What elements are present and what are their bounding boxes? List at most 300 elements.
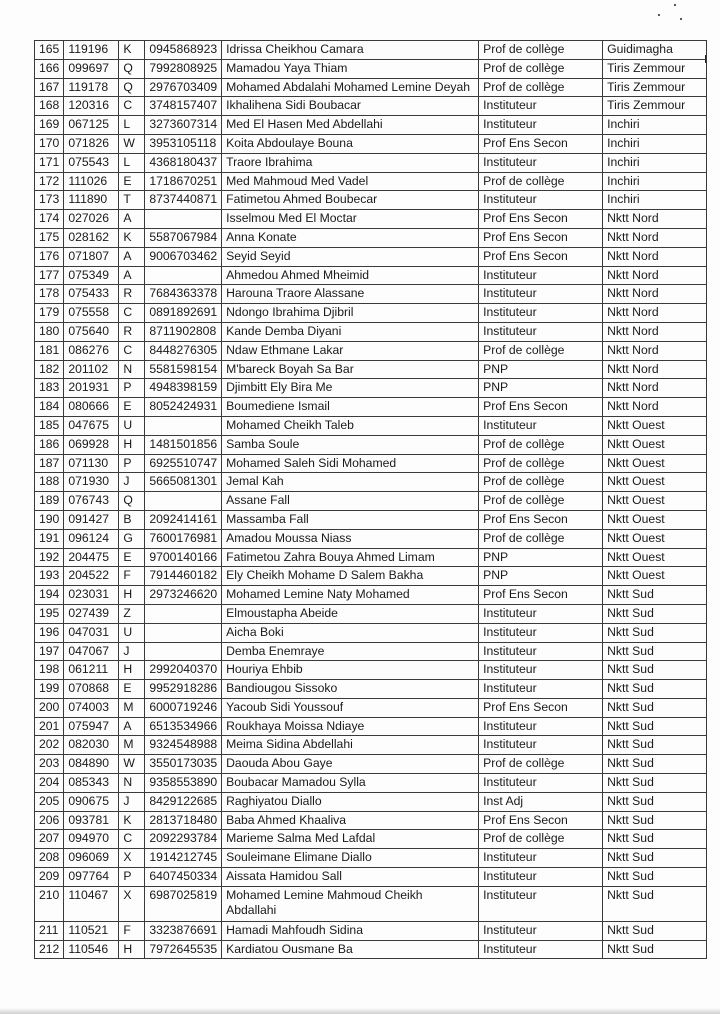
code-letter-cell: E [119, 172, 145, 191]
region-cell: Guidimagha [603, 41, 707, 60]
full-name-cell: Kande Demba Diyani [222, 322, 479, 341]
row-number-cell: 194 [35, 586, 64, 605]
code-letter-cell: K [119, 811, 145, 830]
region-cell: Nktt Sud [603, 680, 707, 699]
nni-cell: 8737440871 [145, 191, 222, 210]
region-cell: Inchiri [603, 116, 707, 135]
nni-cell: 0891892691 [145, 304, 222, 323]
matricule-cell: 201102 [64, 360, 119, 379]
full-name-cell: Mohamed Lemine Naty Mohamed [222, 586, 479, 605]
region-cell: Nktt Nord [603, 322, 707, 341]
matricule-cell: 067125 [64, 116, 119, 135]
region-cell: Nktt Nord [603, 360, 707, 379]
row-number-cell: 196 [35, 623, 64, 642]
code-letter-cell: G [119, 529, 145, 548]
full-name-cell: Ely Cheikh Mohame D Salem Bakha [222, 567, 479, 586]
matricule-cell: 075433 [64, 285, 119, 304]
matricule-cell: 028162 [64, 228, 119, 247]
table-row [35, 379, 707, 398]
nni-cell: 4948398159 [145, 379, 222, 398]
grade-cell: Prof de collège [479, 78, 603, 97]
full-name-cell: Ndongo Ibrahima Djibril [222, 304, 479, 323]
full-name-cell: Harouna Traore Alassane [222, 285, 479, 304]
nni-cell: 2092414161 [145, 510, 222, 529]
scan-speck [674, 4, 676, 6]
matricule-cell: 047031 [64, 623, 119, 642]
nni-cell [145, 642, 222, 661]
matricule-cell: 047067 [64, 642, 119, 661]
row-number-cell: 177 [35, 266, 64, 285]
row-number-cell: 207 [35, 830, 64, 849]
grade-cell: Prof de collège [479, 341, 603, 360]
nni-cell: 9324548988 [145, 736, 222, 755]
nni-cell: 5587067984 [145, 228, 222, 247]
matricule-cell: 071130 [64, 454, 119, 473]
table-row [35, 736, 707, 755]
table-row [35, 473, 707, 492]
matricule-cell: 075558 [64, 304, 119, 323]
nni-cell: 6925510747 [145, 454, 222, 473]
row-number-cell: 193 [35, 567, 64, 586]
full-name-cell: Traore Ibrahima [222, 153, 479, 172]
matricule-cell: 119178 [64, 78, 119, 97]
full-name-cell: Yacoub Sidi Youssouf [222, 698, 479, 717]
full-name-cell: Assane Fall [222, 492, 479, 511]
region-cell: Tiris Zemmour [603, 78, 707, 97]
matricule-cell: 075947 [64, 717, 119, 736]
grade-cell: Instituteur [479, 266, 603, 285]
table-row [35, 755, 707, 774]
region-cell: Inchiri [603, 134, 707, 153]
full-name-cell: Hamadi Mahfoudh Sidina [222, 921, 479, 940]
row-number-cell: 183 [35, 379, 64, 398]
row-number-cell: 178 [35, 285, 64, 304]
grade-cell: Prof Ens Secon [479, 510, 603, 529]
table-row [35, 247, 707, 266]
row-number-cell: 202 [35, 736, 64, 755]
code-letter-cell: F [119, 567, 145, 586]
full-name-cell: Houriya Ehbib [222, 661, 479, 680]
nni-cell: 6407450334 [145, 868, 222, 887]
table-row [35, 642, 707, 661]
region-cell: Nktt Sud [603, 661, 707, 680]
table-row [35, 680, 707, 699]
nni-cell [145, 210, 222, 229]
row-number-cell: 210 [35, 886, 64, 921]
grade-cell: PNP [479, 567, 603, 586]
row-number-cell: 191 [35, 529, 64, 548]
nni-cell: 2973246620 [145, 586, 222, 605]
table-row [35, 921, 707, 940]
grade-cell: Instituteur [479, 97, 603, 116]
full-name-cell: Aicha Boki [222, 623, 479, 642]
region-cell: Tiris Zemmour [603, 97, 707, 116]
full-name-cell: Aissata Hamidou Sall [222, 868, 479, 887]
table-row [35, 868, 707, 887]
table-row [35, 717, 707, 736]
nni-cell: 4368180437 [145, 153, 222, 172]
row-number-cell: 211 [35, 921, 64, 940]
region-cell: Nktt Sud [603, 792, 707, 811]
table-row [35, 454, 707, 473]
region-cell: Nktt Ouest [603, 454, 707, 473]
full-name-cell: Demba Enemraye [222, 642, 479, 661]
region-cell: Nktt Nord [603, 247, 707, 266]
full-name-cell: Med Mahmoud Med Vadel [222, 172, 479, 191]
grade-cell: Instituteur [479, 736, 603, 755]
grade-cell: Prof de collège [479, 492, 603, 511]
matricule-cell: 091427 [64, 510, 119, 529]
region-cell: Nktt Sud [603, 774, 707, 793]
table-row [35, 285, 707, 304]
row-number-cell: 187 [35, 454, 64, 473]
code-letter-cell: K [119, 41, 145, 60]
matricule-cell: 023031 [64, 586, 119, 605]
table-row [35, 398, 707, 417]
row-number-cell: 201 [35, 717, 64, 736]
nni-cell: 1481501856 [145, 435, 222, 454]
table-row [35, 191, 707, 210]
code-letter-cell: Q [119, 78, 145, 97]
row-number-cell: 167 [35, 78, 64, 97]
full-name-cell: Marieme Salma Med Lafdal [222, 830, 479, 849]
code-letter-cell: A [119, 717, 145, 736]
code-letter-cell: K [119, 228, 145, 247]
matricule-cell: 027026 [64, 210, 119, 229]
region-cell: Nktt Sud [603, 604, 707, 623]
table-row [35, 661, 707, 680]
scan-marks [0, 0, 720, 40]
row-number-cell: 170 [35, 134, 64, 153]
table-row [35, 940, 707, 959]
row-number-cell: 180 [35, 322, 64, 341]
full-name-cell: M'bareck Boyah Sa Bar [222, 360, 479, 379]
grade-cell: Instituteur [479, 416, 603, 435]
code-letter-cell: P [119, 868, 145, 887]
code-letter-cell: E [119, 548, 145, 567]
matricule-cell: 080666 [64, 398, 119, 417]
code-letter-cell: A [119, 210, 145, 229]
table-row [35, 416, 707, 435]
grade-cell: Instituteur [479, 717, 603, 736]
nni-cell: 8711902808 [145, 322, 222, 341]
region-cell: Nktt Nord [603, 304, 707, 323]
nni-cell: 2092293784 [145, 830, 222, 849]
region-cell: Nktt Ouest [603, 567, 707, 586]
region-cell: Nktt Nord [603, 285, 707, 304]
code-letter-cell: W [119, 755, 145, 774]
table-row [35, 341, 707, 360]
row-number-cell: 209 [35, 868, 64, 887]
nni-cell: 7684363378 [145, 285, 222, 304]
matricule-cell: 076743 [64, 492, 119, 511]
full-name-cell: Mohamed Abdalahi Mohamed Lemine Deyah [222, 78, 479, 97]
row-number-cell: 171 [35, 153, 64, 172]
nni-cell: 2813718480 [145, 811, 222, 830]
nni-cell: 7914460182 [145, 567, 222, 586]
code-letter-cell: M [119, 736, 145, 755]
table-row [35, 322, 707, 341]
full-name-cell: Fatimetou Ahmed Boubecar [222, 191, 479, 210]
grade-cell: Prof de collège [479, 172, 603, 191]
region-cell: Nktt Nord [603, 379, 707, 398]
code-letter-cell: W [119, 134, 145, 153]
nni-cell: 3748157407 [145, 97, 222, 116]
matricule-cell: 093781 [64, 811, 119, 830]
matricule-cell: 082030 [64, 736, 119, 755]
nni-cell: 7600176981 [145, 529, 222, 548]
grade-cell: Instituteur [479, 304, 603, 323]
row-number-cell: 172 [35, 172, 64, 191]
matricule-cell: 074003 [64, 698, 119, 717]
full-name-cell: Souleimane Elimane Diallo [222, 849, 479, 868]
nni-cell [145, 604, 222, 623]
grade-cell: Instituteur [479, 322, 603, 341]
code-letter-cell: C [119, 341, 145, 360]
grade-cell: Prof de collège [479, 755, 603, 774]
grade-cell: PNP [479, 360, 603, 379]
table-row [35, 116, 707, 135]
nni-cell: 8052424931 [145, 398, 222, 417]
full-name-cell: Seyid Seyid [222, 247, 479, 266]
table-row [35, 266, 707, 285]
scan-speck [658, 14, 660, 16]
row-number-cell: 192 [35, 548, 64, 567]
nni-cell [145, 416, 222, 435]
row-number-cell: 166 [35, 59, 64, 78]
code-letter-cell: Z [119, 604, 145, 623]
row-number-cell: 173 [35, 191, 64, 210]
matricule-cell: 027439 [64, 604, 119, 623]
matricule-cell: 096124 [64, 529, 119, 548]
code-letter-cell: L [119, 153, 145, 172]
grade-cell: Prof de collège [479, 454, 603, 473]
full-name-cell: Elmoustapha Abeide [222, 604, 479, 623]
code-letter-cell: X [119, 886, 145, 921]
matricule-cell: 096069 [64, 849, 119, 868]
grade-cell: PNP [479, 548, 603, 567]
region-cell: Nktt Sud [603, 736, 707, 755]
grade-cell: Instituteur [479, 623, 603, 642]
row-number-cell: 200 [35, 698, 64, 717]
grade-cell: Instituteur [479, 680, 603, 699]
row-number-cell: 174 [35, 210, 64, 229]
full-name-cell: Med El Hasen Med Abdellahi [222, 116, 479, 135]
full-name-cell: Mohamed Lemine Mahmoud Cheikh Abdallahi [222, 886, 479, 921]
region-cell: Nktt Sud [603, 830, 707, 849]
table-row [35, 586, 707, 605]
region-cell: Nktt Sud [603, 642, 707, 661]
region-cell: Nktt Sud [603, 623, 707, 642]
region-cell: Nktt Sud [603, 849, 707, 868]
region-cell: Nktt Sud [603, 868, 707, 887]
nni-cell: 9700140166 [145, 548, 222, 567]
region-cell: Nktt Nord [603, 341, 707, 360]
code-letter-cell: L [119, 116, 145, 135]
code-letter-cell: U [119, 623, 145, 642]
region-cell: Nktt Ouest [603, 548, 707, 567]
matricule-cell: 201931 [64, 379, 119, 398]
grade-cell: Instituteur [479, 191, 603, 210]
region-cell: Inchiri [603, 172, 707, 191]
full-name-cell: Djimbitt Ely Bira Me [222, 379, 479, 398]
region-cell: Tiris Zemmour [603, 59, 707, 78]
grade-cell: Instituteur [479, 868, 603, 887]
matricule-cell: 071807 [64, 247, 119, 266]
nni-cell: 3273607314 [145, 116, 222, 135]
region-cell: Inchiri [603, 191, 707, 210]
row-number-cell: 176 [35, 247, 64, 266]
region-cell: Nktt Sud [603, 940, 707, 959]
nni-cell: 9952918286 [145, 680, 222, 699]
full-name-cell: Meima Sidina Abdellahi [222, 736, 479, 755]
nni-cell: 2992040370 [145, 661, 222, 680]
full-name-cell: Ndaw Ethmane Lakar [222, 341, 479, 360]
row-number-cell: 165 [35, 41, 64, 60]
grade-cell: Prof de collège [479, 435, 603, 454]
grade-cell: Prof de collège [479, 830, 603, 849]
full-name-cell: Baba Ahmed Khaaliva [222, 811, 479, 830]
nni-cell: 5665081301 [145, 473, 222, 492]
table-row [35, 792, 707, 811]
region-cell: Nktt Sud [603, 586, 707, 605]
code-letter-cell: E [119, 398, 145, 417]
grade-cell: Prof Ens Secon [479, 586, 603, 605]
table-row [35, 604, 707, 623]
nni-cell [145, 266, 222, 285]
roster-table [34, 40, 707, 959]
full-name-cell: Mohamed Saleh Sidi Mohamed [222, 454, 479, 473]
grade-cell: Prof Ens Secon [479, 398, 603, 417]
full-name-cell: Bandiougou Sissoko [222, 680, 479, 699]
matricule-cell: 075349 [64, 266, 119, 285]
full-name-cell: Boumediene Ismail [222, 398, 479, 417]
grade-cell: Prof Ens Secon [479, 247, 603, 266]
code-letter-cell: J [119, 642, 145, 661]
code-letter-cell: J [119, 473, 145, 492]
matricule-cell: 111026 [64, 172, 119, 191]
table-row [35, 567, 707, 586]
region-cell: Nktt Sud [603, 886, 707, 921]
code-letter-cell: C [119, 830, 145, 849]
grade-cell: Instituteur [479, 940, 603, 959]
full-name-cell: Roukhaya Moissa Ndiaye [222, 717, 479, 736]
row-number-cell: 186 [35, 435, 64, 454]
row-number-cell: 190 [35, 510, 64, 529]
table-row [35, 510, 707, 529]
row-number-cell: 179 [35, 304, 64, 323]
grade-cell: Prof Ens Secon [479, 134, 603, 153]
grade-cell: Instituteur [479, 153, 603, 172]
code-letter-cell: R [119, 322, 145, 341]
table-row [35, 228, 707, 247]
matricule-cell: 094970 [64, 830, 119, 849]
nni-cell [145, 492, 222, 511]
full-name-cell: Koita Abdoulaye Bouna [222, 134, 479, 153]
code-letter-cell: N [119, 360, 145, 379]
matricule-cell: 071826 [64, 134, 119, 153]
table-row [35, 304, 707, 323]
row-number-cell: 185 [35, 416, 64, 435]
table-row [35, 548, 707, 567]
matricule-cell: 075640 [64, 322, 119, 341]
full-name-cell: Samba Soule [222, 435, 479, 454]
full-name-cell: Fatimetou Zahra Bouya Ahmed Limam [222, 548, 479, 567]
table-row [35, 492, 707, 511]
full-name-cell: Massamba Fall [222, 510, 479, 529]
row-number-cell: 184 [35, 398, 64, 417]
matricule-cell: 119196 [64, 41, 119, 60]
matricule-cell: 099697 [64, 59, 119, 78]
code-letter-cell: R [119, 285, 145, 304]
code-letter-cell: H [119, 661, 145, 680]
matricule-cell: 075543 [64, 153, 119, 172]
matricule-cell: 061211 [64, 661, 119, 680]
region-cell: Nktt Nord [603, 228, 707, 247]
row-number-cell: 212 [35, 940, 64, 959]
nni-cell: 6513534966 [145, 717, 222, 736]
grade-cell: Instituteur [479, 849, 603, 868]
nni-cell: 9006703462 [145, 247, 222, 266]
code-letter-cell: C [119, 304, 145, 323]
full-name-cell: Raghiyatou Diallo [222, 792, 479, 811]
full-name-cell: Ahmedou Ahmed Mheimid [222, 266, 479, 285]
full-name-cell: Anna Konate [222, 228, 479, 247]
row-number-cell: 175 [35, 228, 64, 247]
nni-cell: 7992808925 [145, 59, 222, 78]
nni-cell: 8429122685 [145, 792, 222, 811]
region-cell: Nktt Sud [603, 698, 707, 717]
matricule-cell: 204522 [64, 567, 119, 586]
nni-cell: 3953105118 [145, 134, 222, 153]
matricule-cell: 085343 [64, 774, 119, 793]
matricule-cell: 097764 [64, 868, 119, 887]
region-cell: Nktt Ouest [603, 435, 707, 454]
row-number-cell: 169 [35, 116, 64, 135]
table-row [35, 153, 707, 172]
nni-cell [145, 623, 222, 642]
code-letter-cell: M [119, 698, 145, 717]
matricule-cell: 204475 [64, 548, 119, 567]
full-name-cell: Amadou Moussa Niass [222, 529, 479, 548]
grade-cell: Instituteur [479, 661, 603, 680]
grade-cell: Instituteur [479, 116, 603, 135]
nni-cell: 8448276305 [145, 341, 222, 360]
row-number-cell: 208 [35, 849, 64, 868]
nni-cell: 3550173035 [145, 755, 222, 774]
roster-body [35, 41, 707, 959]
region-cell: Nktt Ouest [603, 473, 707, 492]
matricule-cell: 110521 [64, 921, 119, 940]
table-row [35, 698, 707, 717]
nni-cell: 9358553890 [145, 774, 222, 793]
code-letter-cell: Q [119, 492, 145, 511]
matricule-cell: 071930 [64, 473, 119, 492]
code-letter-cell: X [119, 849, 145, 868]
row-number-cell: 203 [35, 755, 64, 774]
page-edge-shadow [0, 1008, 720, 1014]
row-number-cell: 198 [35, 661, 64, 680]
table-row [35, 774, 707, 793]
region-cell: Inchiri [603, 153, 707, 172]
code-letter-cell: C [119, 97, 145, 116]
grade-cell: Prof de collège [479, 529, 603, 548]
grade-cell: Prof Ens Secon [479, 698, 603, 717]
code-letter-cell: Q [119, 59, 145, 78]
table-row [35, 134, 707, 153]
table-row [35, 59, 707, 78]
code-letter-cell: E [119, 680, 145, 699]
